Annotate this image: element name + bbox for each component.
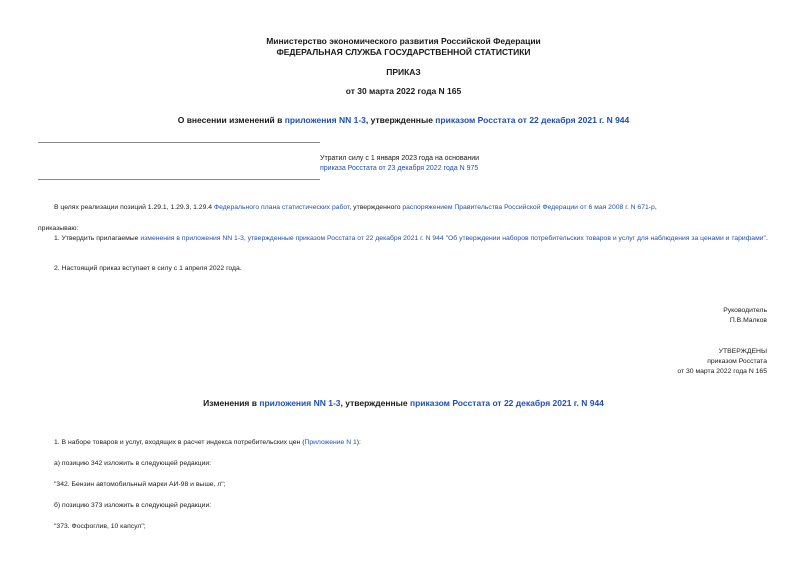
approval-block — [677, 347, 767, 377]
title-link-annexes[interactable]: приложения NN 1-3 — [284, 115, 366, 125]
annex-item-a-text: "342. Бензин автомобильный марки АИ-98 и выше, л"; — [54, 481, 226, 488]
approval-title: УТВЕРЖДЕНЫ — [718, 348, 767, 355]
document-header — [0, 36, 807, 58]
annex-title-link-order[interactable]: приказом Росстата от 22 декабря 2021 г. N 944 — [409, 398, 604, 408]
annex-item-a: а) позицию 342 изложить в следующей редакции: — [54, 460, 212, 467]
annex-item-b-text: "373. Фосфоглив, 10 капсул"; — [54, 523, 146, 530]
link-annex-1[interactable]: Приложение N 1 — [304, 439, 357, 446]
paragraph-preamble: В целях реализации позиций 1.29.1, 1.29.3, 1.29.4 Федерального плана статистических работ, утвержденного распоряжением Правительства Российской Федерации от 6 мая 2008 г. N 671-р, — [54, 204, 657, 211]
paragraph-item-2: 2. Настоящий приказ вступает в силу с 1 апреля 2022 года. — [54, 265, 242, 272]
repeal-note-link[interactable]: приказа Росстата от 23 декабря 2022 года N 975 — [320, 165, 479, 172]
title-link-order[interactable]: приказом Росстата от 22 декабря 2021 г. N 944 — [435, 115, 630, 125]
divider-top — [38, 142, 320, 143]
link-federal-plan[interactable]: Федерального плана статистических работ — [213, 204, 350, 211]
signature-role: Руководитель — [723, 307, 767, 314]
doc-date: от 30 марта 2022 года N 165 — [345, 86, 462, 96]
annex-title: Изменения в приложения NN 1-3, утвержденные приказом Росстата от 22 декабря 2021 г. N 944 — [203, 398, 604, 408]
link-changes[interactable]: изменения в приложения NN 1-3, утвержденные приказом Росстата от 22 декабря 2021 г. N 944 "Об утверждении наборов потребительских товаров и услуг для наблюдения за ценами и тарифами" — [140, 235, 766, 242]
divider-bottom — [38, 179, 320, 180]
annex-title-link-annexes[interactable]: приложения NN 1-3 — [259, 398, 341, 408]
repeal-note: Утратил силу с 1 января 2023 года на основании приказа Росстата от 23 декабря 2022 года N 975 — [320, 155, 480, 172]
doc-type: ПРИКАЗ — [386, 67, 421, 77]
signature-block — [723, 306, 767, 326]
signature-name: П.В.Малков — [729, 317, 767, 324]
paragraph-orders: приказываю: — [38, 225, 79, 232]
annex-item-b: б) позицию 373 изложить в следующей редакции: — [54, 502, 212, 509]
approval-line-2: от 30 марта 2022 года N 165 — [677, 368, 767, 375]
link-government-order[interactable]: распоряжением Правительства Российской Федерации от 6 мая 2008 г. N 671-р — [402, 204, 655, 211]
annex-item-1: 1. В наборе товаров и услуг, входящих в расчет индекса потребительских цен (Приложение N 1): — [54, 439, 361, 446]
document-title: О внесении изменений в приложения NN 1-3, утвержденные приказом Росстата от 22 декабря 2021 г. N 944 — [177, 115, 630, 125]
service-name: ФЕДЕРАЛЬНАЯ СЛУЖБА ГОСУДАРСТВЕННОЙ СТАТИСТИКИ — [276, 47, 531, 57]
approval-line-1: приказом Росстата — [707, 358, 767, 365]
paragraph-item-1: 1. Утвердить прилагаемые изменения в приложения NN 1-3, утвержденные приказом Росстата от 22 декабря 2021 г. N 944 "Об утверждении наборов потребительских товаров и услуг для наблюдения за ценами и тарифами". — [54, 235, 768, 242]
ministry-name: Министерство экономического развития Российской Федерации — [266, 36, 541, 46]
